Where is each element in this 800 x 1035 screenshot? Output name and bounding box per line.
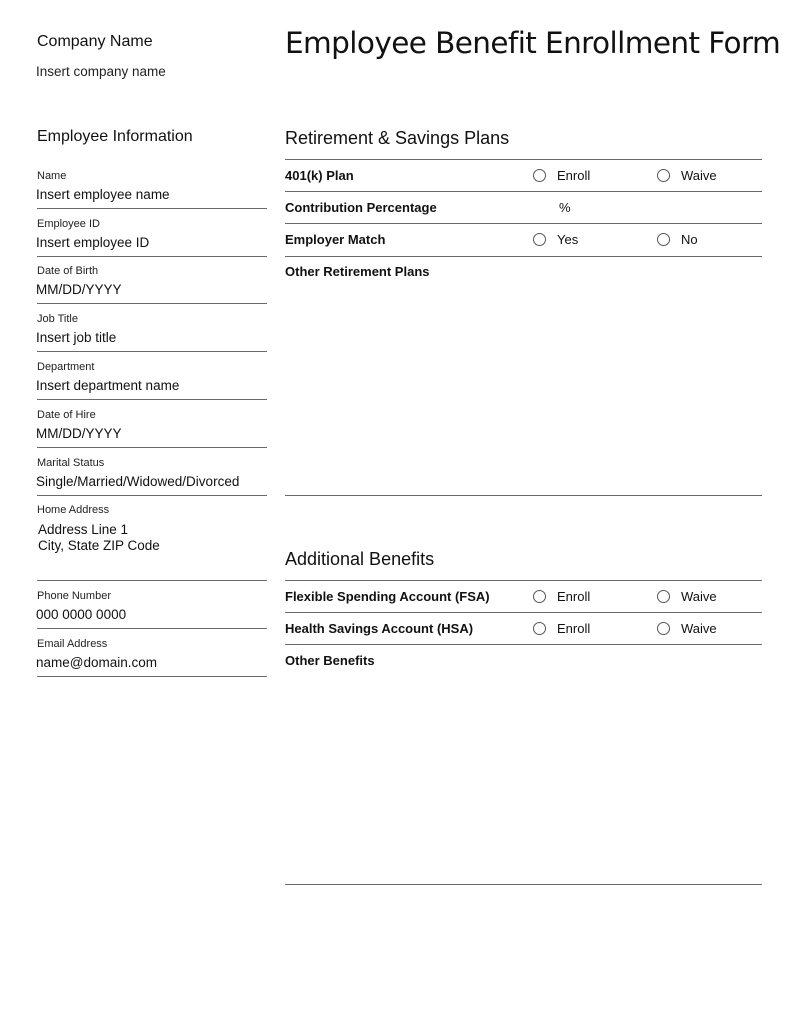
row-label-fsa: Flexible Spending Account (FSA) [285,589,490,604]
radio-circle-icon[interactable] [533,169,546,182]
radio-fsa-waive[interactable] [657,589,717,604]
divider [285,580,762,581]
field-label: Department [37,361,95,373]
job-title-input[interactable]: Insert job title [36,330,117,345]
radio-401k-enroll[interactable] [533,168,590,183]
field-date-of-birth[interactable] [37,265,267,304]
radio-circle-icon[interactable] [657,590,670,603]
retirement-section-title: Retirement & Savings Plans [285,128,510,148]
phone-number-input[interactable]: 000 0000 0000 [36,607,127,622]
radio-hsa-enroll[interactable] [533,621,590,636]
radio-fsa-enroll[interactable] [533,589,590,604]
radio-circle-icon[interactable] [533,590,546,603]
radio-hsa-waive[interactable] [657,621,717,636]
contribution-percentage-input[interactable]: % [559,200,571,215]
row-label-other-retirement-plans: Other Retirement Plans [285,264,430,279]
field-label: Marital Status [37,457,105,469]
divider [285,159,762,160]
row-label-401k: 401(k) Plan [285,168,354,183]
employee-information-heading: Employee Information [37,128,193,145]
row-label-employer-match: Employer Match [285,232,386,247]
divider [285,256,762,257]
divider [285,495,762,496]
option-label: Waive [681,589,717,604]
employee-id-input[interactable]: Insert employee ID [36,235,150,250]
other-benefits-input[interactable] [285,671,762,881]
field-label: Name [37,170,67,182]
field-label: Date of Hire [37,409,96,421]
row-label-contribution-percentage: Contribution Percentage [285,200,437,215]
date-of-hire-input[interactable]: MM/DD/YYYY [36,426,122,441]
field-home-address[interactable] [37,504,267,581]
option-label: Waive [681,168,717,183]
additional-benefits-section-title: Additional Benefits [285,549,435,569]
radio-employer-match-yes[interactable] [533,232,578,247]
field-label: Email Address [37,638,108,650]
field-marital-status[interactable] [37,457,267,496]
city-state-zip-input[interactable]: City, State ZIP Code [38,538,160,553]
field-label: Job Title [37,313,78,325]
email-address-input[interactable]: name@domain.com [36,655,158,670]
field-phone-number[interactable] [37,590,267,629]
option-label: Enroll [557,621,591,636]
radio-circle-icon[interactable] [533,233,546,246]
field-department[interactable] [37,361,267,400]
field-label: Phone Number [37,590,111,602]
radio-circle-icon[interactable] [657,622,670,635]
divider [285,191,762,192]
company-name-input[interactable]: Insert company name [36,64,166,79]
divider [285,884,762,885]
divider [285,612,762,613]
option-label: Yes [557,232,579,247]
field-label: Home Address [37,504,110,516]
field-name[interactable] [37,170,267,209]
radio-circle-icon[interactable] [657,233,670,246]
employee-name-input[interactable]: Insert employee name [36,187,170,202]
option-label: No [681,232,698,247]
field-label: Date of Birth [37,265,99,277]
radio-circle-icon[interactable] [657,169,670,182]
radio-employer-match-no[interactable] [657,232,698,247]
other-retirement-plans-input[interactable] [285,282,762,492]
field-date-of-hire[interactable] [37,409,267,448]
date-of-birth-input[interactable]: MM/DD/YYYY [36,282,122,297]
radio-circle-icon[interactable] [533,622,546,635]
address-line-1-input[interactable]: Address Line 1 [38,522,129,537]
divider [285,644,762,645]
divider [285,223,762,224]
form-title: Employee Benefit Enrollment Form [285,26,781,60]
field-job-title[interactable] [37,313,267,352]
field-employee-id[interactable] [37,218,267,257]
row-label-other-benefits: Other Benefits [285,653,375,668]
company-name-label: Company Name [37,33,153,50]
department-input[interactable]: Insert department name [36,378,180,393]
row-label-hsa: Health Savings Account (HSA) [285,621,474,636]
field-email-address[interactable] [37,638,267,677]
option-label: Enroll [557,589,591,604]
option-label: Enroll [557,168,591,183]
option-label: Waive [681,621,717,636]
radio-401k-waive[interactable] [657,168,717,183]
field-label: Employee ID [37,218,100,230]
marital-status-input[interactable]: Single/Married/Widowed/Divorced [36,474,240,489]
